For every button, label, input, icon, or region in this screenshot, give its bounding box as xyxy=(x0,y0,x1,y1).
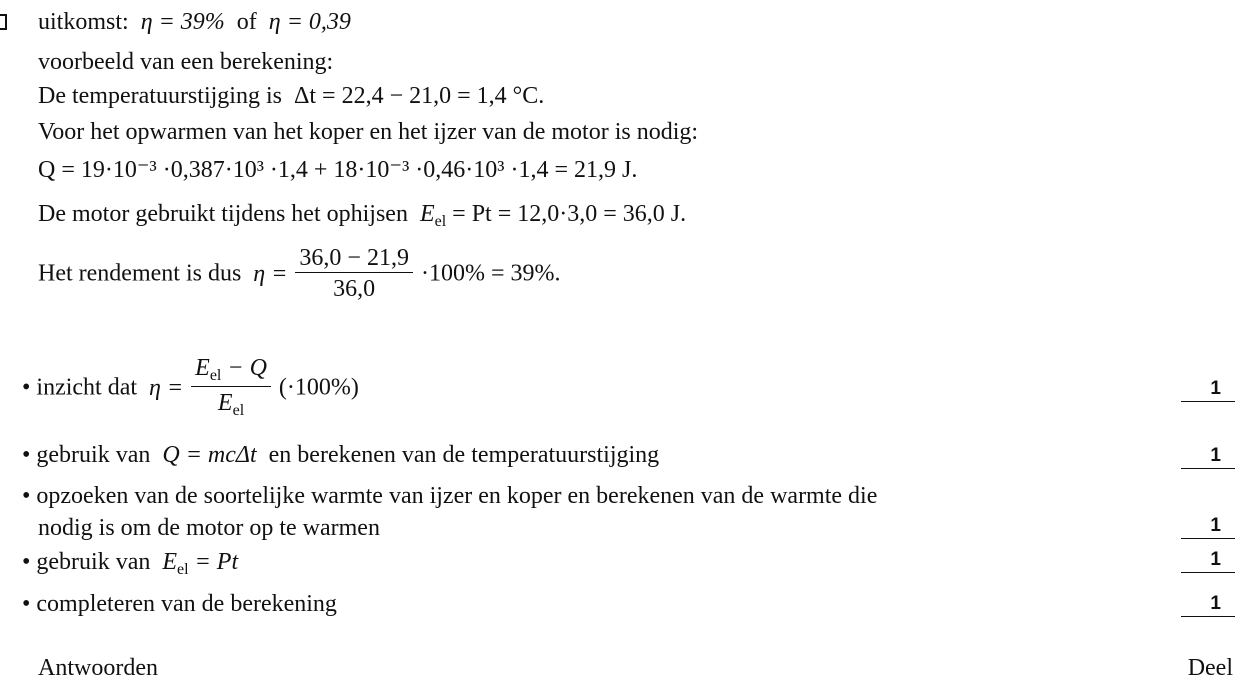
efficiency-tail: ·100% = 39%. xyxy=(420,260,561,287)
criterion-3 xyxy=(22,484,877,508)
outcome-line xyxy=(38,10,351,34)
temperature-text: De temperatuurstijging is xyxy=(38,83,282,109)
criterion-1-text: inzicht dat xyxy=(36,374,138,401)
efficiency-line xyxy=(38,246,560,301)
criterion-5-score: 1 xyxy=(1181,594,1235,617)
criterion-2-text-before: gebruik van xyxy=(36,442,151,468)
bullet-1: • xyxy=(22,374,31,401)
criterion-3-score: 1 xyxy=(1181,516,1235,539)
criterion-1-denominator: $E_{el}$ xyxy=(191,386,271,419)
efficiency-numerator: 36,0 − 21,9 xyxy=(299,245,409,271)
outcome-or: of xyxy=(236,9,257,35)
criterion-2-formula: Q = mcΔt xyxy=(162,442,257,468)
heat-equation: Q = 19·10⁻³ ·0,387·10³ ·1,4 + 18·10⁻³ ·0,46·10³ ·1,4 = 21,9 J. xyxy=(38,157,638,183)
bullet-3: • xyxy=(22,483,31,509)
criterion-3-line2: nodig is om de motor op te warmen xyxy=(38,515,380,541)
footer-part: Deel xyxy=(1187,655,1233,681)
outcome-equation-percent: η = 39% xyxy=(140,9,225,35)
bullet-2: • xyxy=(22,442,31,468)
criterion-5-text: completeren van de berekening xyxy=(36,591,337,617)
energy-text: De motor gebruikt tijdens het ophijsen xyxy=(38,201,408,227)
example-label: voorbeeld van een berekening: xyxy=(38,49,334,75)
criterion-2-text-after: en berekenen van de temperatuurstijging xyxy=(268,442,660,468)
criterion-2-score: 1 xyxy=(1181,446,1235,469)
outcome-equation-fraction: η = 0,39 xyxy=(268,9,351,35)
heat-intro-text: Voor het opwarmen van het koper en het ijzer van de motor is nodig: xyxy=(38,119,699,145)
question-marker-box xyxy=(0,14,7,30)
efficiency-text: Het rendement is dus xyxy=(38,260,242,287)
criterion-5 xyxy=(22,592,337,616)
criterion-1 xyxy=(22,356,359,419)
temperature-line xyxy=(38,84,544,108)
criterion-3-line1: opzoeken van de soortelijke warmte van ijzer en koper en berekenen van de warmte die xyxy=(36,483,878,509)
criterion-1-eta: η = xyxy=(149,374,184,401)
criterion-2 xyxy=(22,443,659,467)
criterion-4 xyxy=(22,550,238,578)
energy-equation: $E_{el} = Pt = 12,0\cdot 3,0 = 36,0$ J. xyxy=(419,201,687,230)
criterion-1-fraction xyxy=(191,356,271,419)
temperature-equation: Δt = 22,4 − 21,0 = 1,4 °C. xyxy=(293,83,545,109)
bullet-4: • xyxy=(22,549,31,575)
criterion-1-numerator: $E_{el} - Q$ xyxy=(195,355,267,384)
bullet-5: • xyxy=(22,591,31,617)
efficiency-fraction xyxy=(295,246,413,301)
footer-answers: Antwoorden xyxy=(38,655,158,681)
criterion-4-score: 1 xyxy=(1181,550,1235,573)
criterion-4-text: gebruik van xyxy=(36,549,151,575)
efficiency-denominator: 36,0 xyxy=(295,272,413,301)
energy-line xyxy=(38,202,686,230)
efficiency-symbol: η = xyxy=(253,260,288,287)
criterion-1-score: 1 xyxy=(1181,379,1235,402)
criterion-4-formula: $E_{el} = Pt$ xyxy=(162,549,239,578)
criterion-1-tail: (·100%) xyxy=(278,374,359,401)
outcome-label: uitkomst: xyxy=(38,9,129,35)
